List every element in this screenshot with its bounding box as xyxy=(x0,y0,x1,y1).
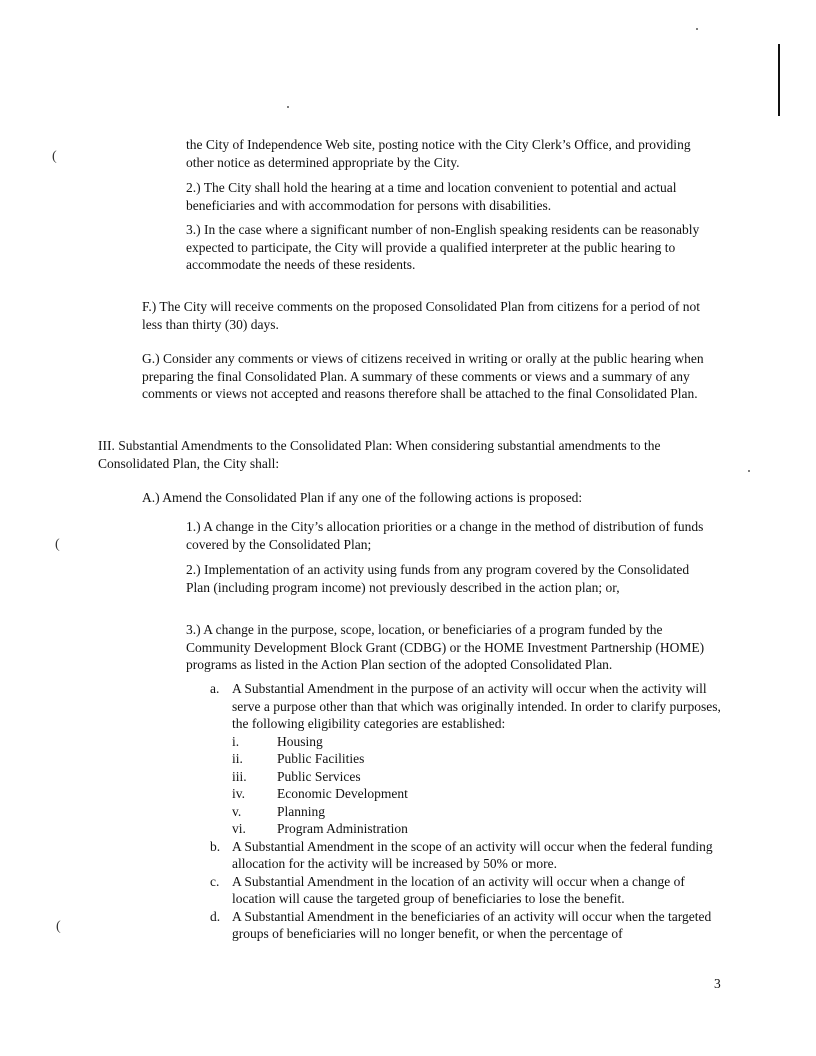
item-a: A.) Amend the Consolidated Plan if any one of the following actions is proposed: xyxy=(142,490,583,505)
category-item xyxy=(232,733,722,751)
category-label: Public Services xyxy=(277,768,361,784)
sub-marker: c. xyxy=(210,873,220,889)
sub-item-b xyxy=(210,838,722,873)
category-label: Program Administration xyxy=(277,821,408,836)
continued-paragraph: the City of Independence Web site, posting notice with the City Clerk’s Office, and providing other notice as determined appropriate by the City. xyxy=(186,137,691,170)
category-label: Planning xyxy=(277,803,326,819)
section-iii-heading: III. Substantial Amendments to the Consolidated Plan: When considering substantial amendments to the Consolidated Plan, the City shall: xyxy=(98,438,661,471)
item-a2: 2.) Implementation of an activity using funds from any program covered by the Consolidated Plan (including program income) not previously described in the action plan; or, xyxy=(186,562,690,595)
category-label: Housing xyxy=(277,733,323,749)
category-marker: iii. xyxy=(232,768,247,784)
category-item xyxy=(232,768,722,786)
item-g: G.) Consider any comments or views of citizens received in writing or orally at the public hearing when preparing the final Consolidated Plan. A summary of these comments or views and a summary of any comments or views not accepted and reasons therefore shall be attached to the final Consolidated Plan. xyxy=(142,351,704,401)
margin-mark: ( xyxy=(56,919,61,934)
sub-item-text: A Substantial Amendment in the beneficiaries of an activity will occur when the targeted groups of beneficiaries will no longer benefit, or when the percentage of xyxy=(232,908,712,941)
category-marker: i. xyxy=(232,733,240,749)
item-e2: 2.) The City shall hold the hearing at a time and location convenient to potential and actual beneficiaries and with accommodation for persons with disabilities. xyxy=(186,180,677,213)
item-f: F.) The City will receive comments on the proposed Consolidated Plan from citizens for a period of not less than thirty (30) days. xyxy=(142,299,701,332)
category-label: Public Facilities xyxy=(277,751,365,766)
page-number: 3 xyxy=(714,976,721,991)
scan-speck xyxy=(696,28,698,30)
sub-item-text: A Substantial Amendment in the scope of an activity will occur when the federal funding allocation for the activity will be increased by 50% or more. xyxy=(232,838,713,871)
sub-item-d xyxy=(210,908,722,943)
category-marker: iv. xyxy=(232,786,245,801)
sub-list xyxy=(210,680,722,943)
item-a1: 1.) A change in the City’s allocation priorities or a change in the method of distribution of funds covered by the Consolidated Plan; xyxy=(186,519,704,552)
sub-marker: d. xyxy=(210,908,221,924)
category-marker: vi. xyxy=(232,821,246,836)
category-item xyxy=(232,750,722,768)
sub-item-text: A Substantial Amendment in the location of an activity will occur when a change of location will cause the targeted group of beneficiaries to lose the benefit. xyxy=(232,873,685,906)
margin-mark: ( xyxy=(55,537,60,552)
scan-edge-line xyxy=(778,44,780,116)
item-e3: 3.) In the case where a significant number of non-English speaking residents can be reasonably expected to participate, the City will provide a qualified interpreter at the public hearing to accommodate the needs of these residents. xyxy=(186,222,700,272)
sub-marker: a. xyxy=(210,681,220,696)
margin-mark: ( xyxy=(52,149,57,164)
category-item xyxy=(232,820,722,838)
sub-marker: b. xyxy=(210,838,221,854)
eligibility-categories xyxy=(232,733,722,838)
scan-speck xyxy=(748,470,750,472)
sub-item-c xyxy=(210,873,722,908)
scan-speck xyxy=(287,106,289,108)
item-a3: 3.) A change in the purpose, scope, location, or beneficiaries of a program funded by the Community Development Block Grant (CDBG) or the HOME Investment Partnership (HOME) programs as listed in the Action Plan section of the adopted Consolidated Plan. xyxy=(186,622,705,672)
category-marker: v. xyxy=(232,803,242,819)
category-item xyxy=(232,803,722,821)
category-marker: ii. xyxy=(232,751,243,766)
category-label: Economic Development xyxy=(277,786,408,801)
category-item xyxy=(232,785,722,803)
sub-item-text: A Substantial Amendment in the purpose of an activity will occur when the activity will serve a purpose other than that which was originally intended. In order to clarify purposes, the following eligibility categories are established: xyxy=(232,681,721,731)
sub-item-a xyxy=(210,680,722,838)
